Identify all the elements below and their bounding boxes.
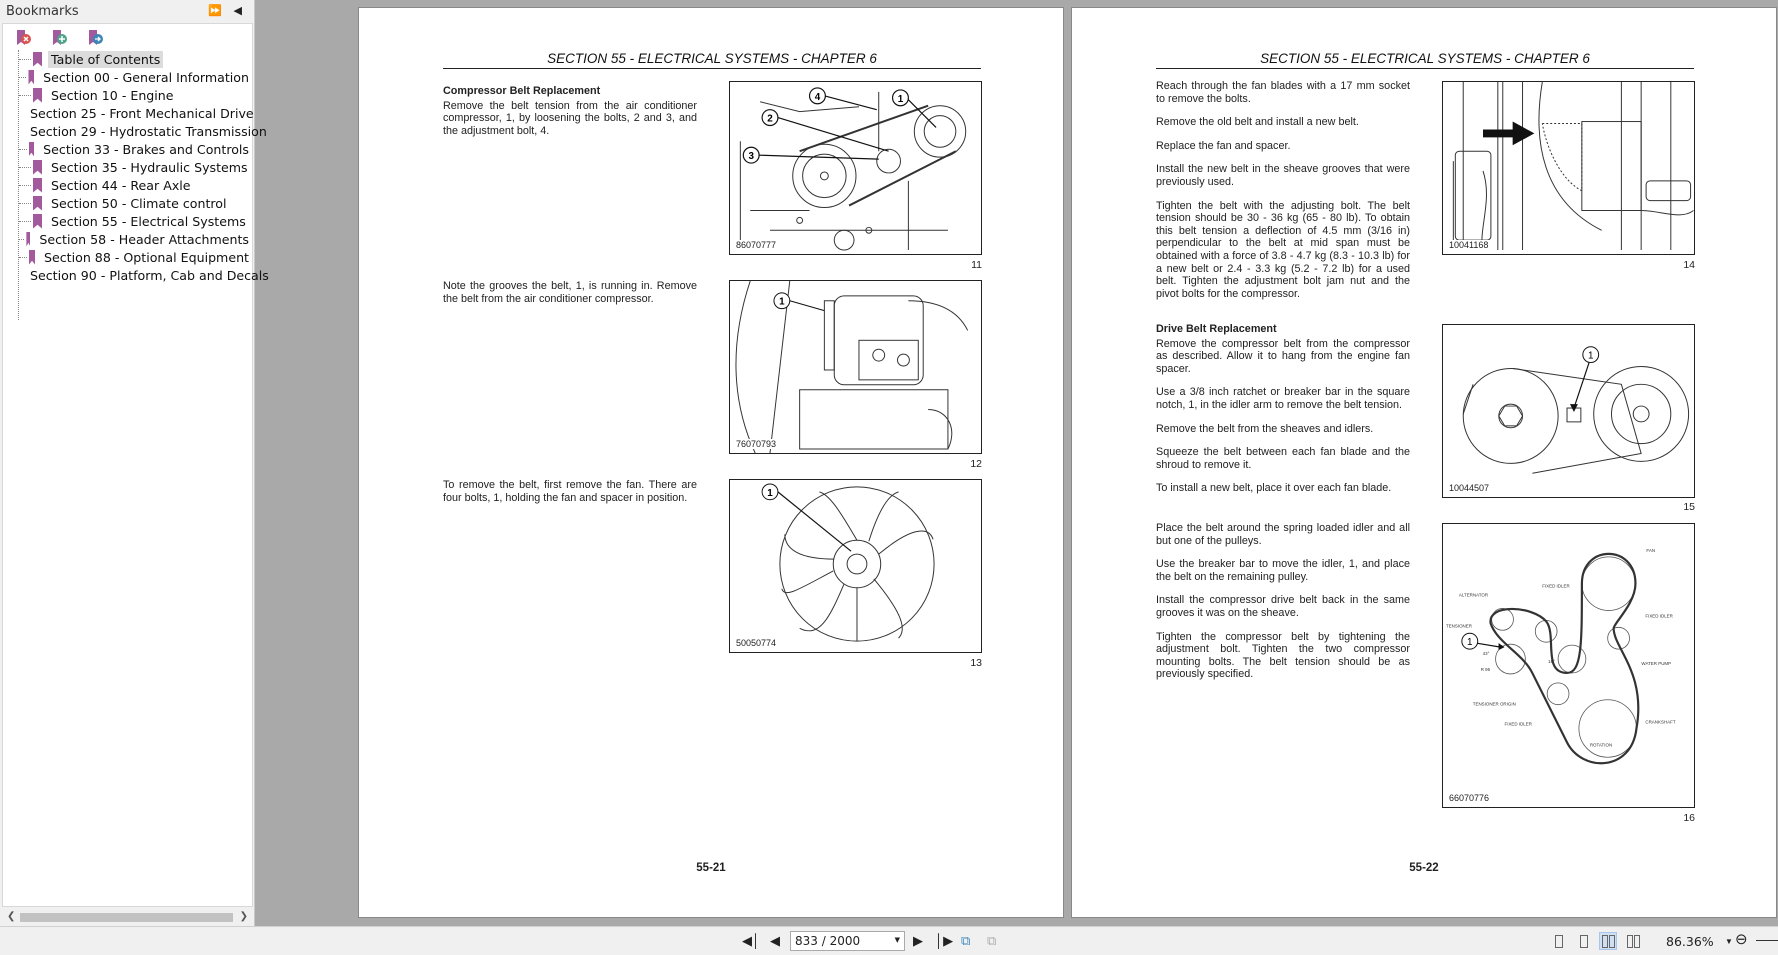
figure-fan-socket xyxy=(1442,81,1695,255)
bookmark-label[interactable]: Section 25 - Front Mechanical Drive xyxy=(30,105,254,121)
add-bookmark-icon[interactable] xyxy=(51,29,68,46)
figure-number: 11 xyxy=(971,259,982,271)
bookmarks-title: Bookmarks xyxy=(6,3,79,19)
bookmark-item[interactable] xyxy=(15,122,267,140)
tree-connector xyxy=(19,95,31,96)
last-page-icon[interactable]: │▶ xyxy=(935,933,954,948)
text-block xyxy=(1156,80,1410,311)
bookmarks-header xyxy=(0,0,254,22)
bookmark-label[interactable]: Section 58 - Header Attachments xyxy=(39,231,249,247)
figure-number: 16 xyxy=(1683,812,1695,824)
label-alternator: ALTERNATOR xyxy=(1458,592,1489,598)
bookmark-item[interactable] xyxy=(15,86,252,104)
scroll-right-icon[interactable]: ❯ xyxy=(239,911,248,922)
paragraph: Use a 3/8 inch ratchet or breaker bar in the square notch, 1, in the idler arm to remove the belt tension. xyxy=(1156,386,1410,411)
section-heading: Compressor Belt Replacement xyxy=(443,85,601,97)
text-block xyxy=(443,280,697,316)
text-block xyxy=(443,85,697,148)
page-number-value[interactable]: 833 / 2000 xyxy=(795,934,861,948)
bookmark-label[interactable]: Table of Contents xyxy=(48,51,163,68)
figure-number: 15 xyxy=(1683,501,1695,513)
label-angle: 16° xyxy=(1548,659,1555,665)
bookmark-label[interactable]: Section 44 - Rear Axle xyxy=(51,177,191,193)
zoom-dropdown-icon[interactable]: ▼ xyxy=(1725,937,1733,946)
text-block xyxy=(1156,323,1410,506)
paragraph: Tighten the belt with the adjusting bolt. The belt tension should be 30 - 36 kg (65 - 80 lb). To obtain this belt tension a deflection of 4.5 mm (3/16 in) perpendicular to the belt at mid span must be obtained with a force of 3.8 - 4.7 kg (8.3 - 10.3 lb) for a new belt or 2.4 - 3.3 kg (5.2 - 7.2 lb) for a used belt. Tighten the adjustment bolt jam nut and the pivot bolts for the compressor. xyxy=(1156,199,1410,300)
bookmark-icon xyxy=(29,142,35,157)
tree-connector xyxy=(19,203,31,204)
bookmark-label[interactable]: Section 50 - Climate control xyxy=(51,195,227,211)
idler-arm-illustration xyxy=(1443,325,1694,497)
tree-connector xyxy=(19,239,24,240)
tree-connector xyxy=(19,59,31,60)
scrollbar-thumb[interactable] xyxy=(20,913,233,922)
paragraph: Squeeze the belt between each fan blade and the shroud to remove it. xyxy=(1156,446,1410,471)
label-rotation: ROTATION xyxy=(1589,742,1613,748)
bookmark-icon xyxy=(33,88,42,103)
page-header: SECTION 55 - ELECTRICAL SYSTEMS - CHAPTER 6 xyxy=(443,51,981,69)
previous-page-icon[interactable]: ◀ xyxy=(770,933,780,948)
bookmark-tree xyxy=(3,50,269,284)
bookmark-label[interactable]: Section 33 - Brakes and Controls xyxy=(43,141,249,157)
bookmark-icon xyxy=(33,196,42,211)
callout-1: 1 xyxy=(897,93,904,105)
single-page-view-icon[interactable] xyxy=(1549,932,1567,950)
two-page-continuous-view-icon[interactable] xyxy=(1624,932,1642,950)
next-page-icon[interactable]: ▶ xyxy=(913,933,923,948)
bookmark-icon xyxy=(33,178,42,193)
figure-belt-routing xyxy=(1442,523,1695,808)
bookmark-label[interactable]: Section 29 - Hydrostatic Transmission xyxy=(30,123,267,139)
tree-connector xyxy=(19,167,31,168)
callout-2: 2 xyxy=(767,113,773,125)
label-tensioner: TENSIONER xyxy=(1445,623,1472,629)
bookmark-item[interactable] xyxy=(15,248,252,266)
bookmark-item[interactable] xyxy=(15,176,252,194)
bookmark-item[interactable] xyxy=(15,50,252,68)
callout-1: 1 xyxy=(779,296,785,308)
figure-id: 66070776 xyxy=(1449,793,1490,803)
bookmark-icon xyxy=(28,70,34,85)
tree-connector xyxy=(19,149,27,150)
figure-number: 12 xyxy=(970,458,982,470)
text-block xyxy=(1156,522,1410,692)
previous-view-icon[interactable]: ⧉ xyxy=(961,933,971,948)
page-55-21 xyxy=(358,7,1064,918)
tree-connector xyxy=(19,257,27,258)
page-number-input[interactable] xyxy=(790,931,905,951)
label-fixed-idler: FIXED IDLER xyxy=(1645,613,1673,619)
bottom-toolbar xyxy=(0,926,1778,955)
bookmark-icon xyxy=(26,232,30,247)
figure-compressor xyxy=(729,280,982,454)
figure-number: 13 xyxy=(970,657,982,669)
label-fixed-idler: FIXED IDLER xyxy=(1504,721,1532,727)
first-page-icon[interactable]: ◀│ xyxy=(742,933,761,948)
zoom-slider[interactable] xyxy=(1756,940,1778,941)
label-fixed-idler: FIXED IDLER xyxy=(1542,583,1570,589)
paragraph: Remove the belt tension from the air conditioner compressor, 1, by loosening the bolts, 2 and 3, and the adjustment bolt, 4. xyxy=(443,99,697,137)
bookmark-icon xyxy=(29,250,35,265)
paragraph: Remove the compressor belt from the compressor as described. Allow it to hang from the engine fan spacer. xyxy=(1156,337,1410,375)
page-number: 55-22 xyxy=(1409,862,1439,874)
bookmark-item[interactable] xyxy=(15,104,252,122)
bookmark-item[interactable] xyxy=(15,266,269,284)
label-tensioner-origin: TENSIONER ORIGIN xyxy=(1472,701,1516,707)
label-fan: FAN xyxy=(1646,547,1656,553)
paragraph: Use the breaker bar to move the idler, 1, and place the belt on the remaining pulley. xyxy=(1156,558,1410,583)
two-page-view-icon[interactable] xyxy=(1599,932,1617,950)
bookmark-label[interactable]: Section 35 - Hydraulic Systems xyxy=(51,159,248,175)
figure-id: 76070793 xyxy=(736,439,777,449)
bookmarks-tree-panel xyxy=(2,23,269,907)
figure-id: 10041168 xyxy=(1449,240,1489,250)
bookmark-item[interactable] xyxy=(15,212,252,230)
fan-socket-illustration xyxy=(1443,82,1694,254)
callout-3: 3 xyxy=(748,151,754,163)
bookmark-item[interactable] xyxy=(15,230,252,248)
paragraph: Place the belt around the spring loaded idler and all but one of the pulleys. xyxy=(1156,522,1410,547)
paragraph: Remove the old belt and install a new belt. xyxy=(1156,116,1359,129)
bookmark-toolbar xyxy=(3,24,252,50)
callout-1: 1 xyxy=(1587,350,1594,362)
bookmarks-panel xyxy=(0,0,269,926)
label-crankshaft: CRANKSHAFT xyxy=(1645,719,1676,725)
dropdown-arrow-icon[interactable]: ▼ xyxy=(894,936,900,944)
figure-idler-arm xyxy=(1442,324,1695,498)
bookmark-item[interactable] xyxy=(15,194,252,212)
bookmark-label[interactable]: Section 55 - Electrical Systems xyxy=(51,213,246,229)
paragraph: Install the compressor drive belt back in the same grooves it was on the sheave. xyxy=(1156,594,1410,619)
bookmark-label[interactable]: Section 10 - Engine xyxy=(51,87,174,103)
tree-connector xyxy=(19,221,31,222)
tree-connector xyxy=(19,77,26,78)
panel-controls[interactable]: ⏩ ◀ xyxy=(208,4,246,17)
figure-compressor-bolts xyxy=(729,81,982,255)
paragraph: Reach through the fan blades with a 17 mm socket to remove the bolts. xyxy=(1156,80,1410,105)
callout-1: 1 xyxy=(1467,637,1473,649)
paragraph: To install a new belt, place it over each fan blade. xyxy=(1156,482,1392,495)
compressor-illustration xyxy=(730,281,981,453)
fan-illustration xyxy=(730,480,981,652)
label-angle: 43° xyxy=(1482,651,1490,657)
page-number: 55-21 xyxy=(696,862,726,874)
callout-4: 4 xyxy=(814,91,821,103)
zoom-level[interactable]: 86.36% xyxy=(1666,934,1714,949)
engine-illustration xyxy=(730,82,981,254)
paragraph: Replace the fan and spacer. xyxy=(1156,139,1291,152)
paragraph: To remove the belt, first remove the fan. There are four bolts, 1, holding the fan and spacer in position. xyxy=(443,479,697,504)
figure-fan xyxy=(729,479,982,653)
callout-1: 1 xyxy=(767,487,773,499)
bookmark-icon xyxy=(33,214,42,229)
text-block xyxy=(443,479,697,515)
figure-id: 86070777 xyxy=(736,240,777,250)
zoom-out-icon[interactable]: ⊖ xyxy=(1735,931,1748,948)
belt-routing-diagram xyxy=(1443,524,1694,807)
next-view-icon[interactable]: ⧉ xyxy=(987,933,997,948)
paragraph: Note the grooves the belt, 1, is running in. Remove the belt from the air conditioner compressor. xyxy=(443,280,697,305)
horizontal-scrollbar[interactable] xyxy=(2,909,253,925)
bookmark-icon xyxy=(33,160,42,175)
paragraph: Remove the belt from the sheaves and idlers. xyxy=(1156,422,1374,435)
page-header: SECTION 55 - ELECTRICAL SYSTEMS - CHAPTER 6 xyxy=(1156,51,1694,69)
figure-id: 50050774 xyxy=(736,638,777,648)
paragraph: Tighten the compressor belt by tightening the adjustment bolt. Tighten the two compressor mounting bolts. The belt tension should be as previously specified. xyxy=(1156,630,1410,681)
bookmark-item[interactable] xyxy=(15,140,252,158)
figure-id: 10044507 xyxy=(1449,483,1490,493)
go-to-bookmark-icon[interactable] xyxy=(87,29,104,46)
bookmark-label[interactable]: Section 88 - Optional Equipment xyxy=(44,249,249,265)
paragraph: Install the new belt in the sheave grooves that were previously used. xyxy=(1156,163,1410,188)
bookmark-label[interactable]: Section 00 - General Information xyxy=(43,69,249,85)
tree-connector xyxy=(19,185,31,186)
figure-number: 14 xyxy=(1683,259,1695,271)
scroll-left-icon[interactable]: ❮ xyxy=(7,911,16,922)
continuous-view-icon[interactable] xyxy=(1574,932,1592,950)
label-radius: R 95 xyxy=(1480,666,1491,672)
delete-bookmark-icon[interactable] xyxy=(15,29,32,46)
arrow-icon xyxy=(1483,122,1534,146)
page-55-22 xyxy=(1071,7,1777,918)
bookmark-icon xyxy=(33,52,42,67)
bookmark-label[interactable]: Section 90 - Platform, Cab and Decals xyxy=(30,267,269,283)
bookmark-item[interactable] xyxy=(15,158,252,176)
section-heading: Drive Belt Replacement xyxy=(1156,323,1277,335)
label-water-pump: WATER PUMP xyxy=(1641,661,1672,667)
bookmark-item[interactable] xyxy=(15,68,252,86)
